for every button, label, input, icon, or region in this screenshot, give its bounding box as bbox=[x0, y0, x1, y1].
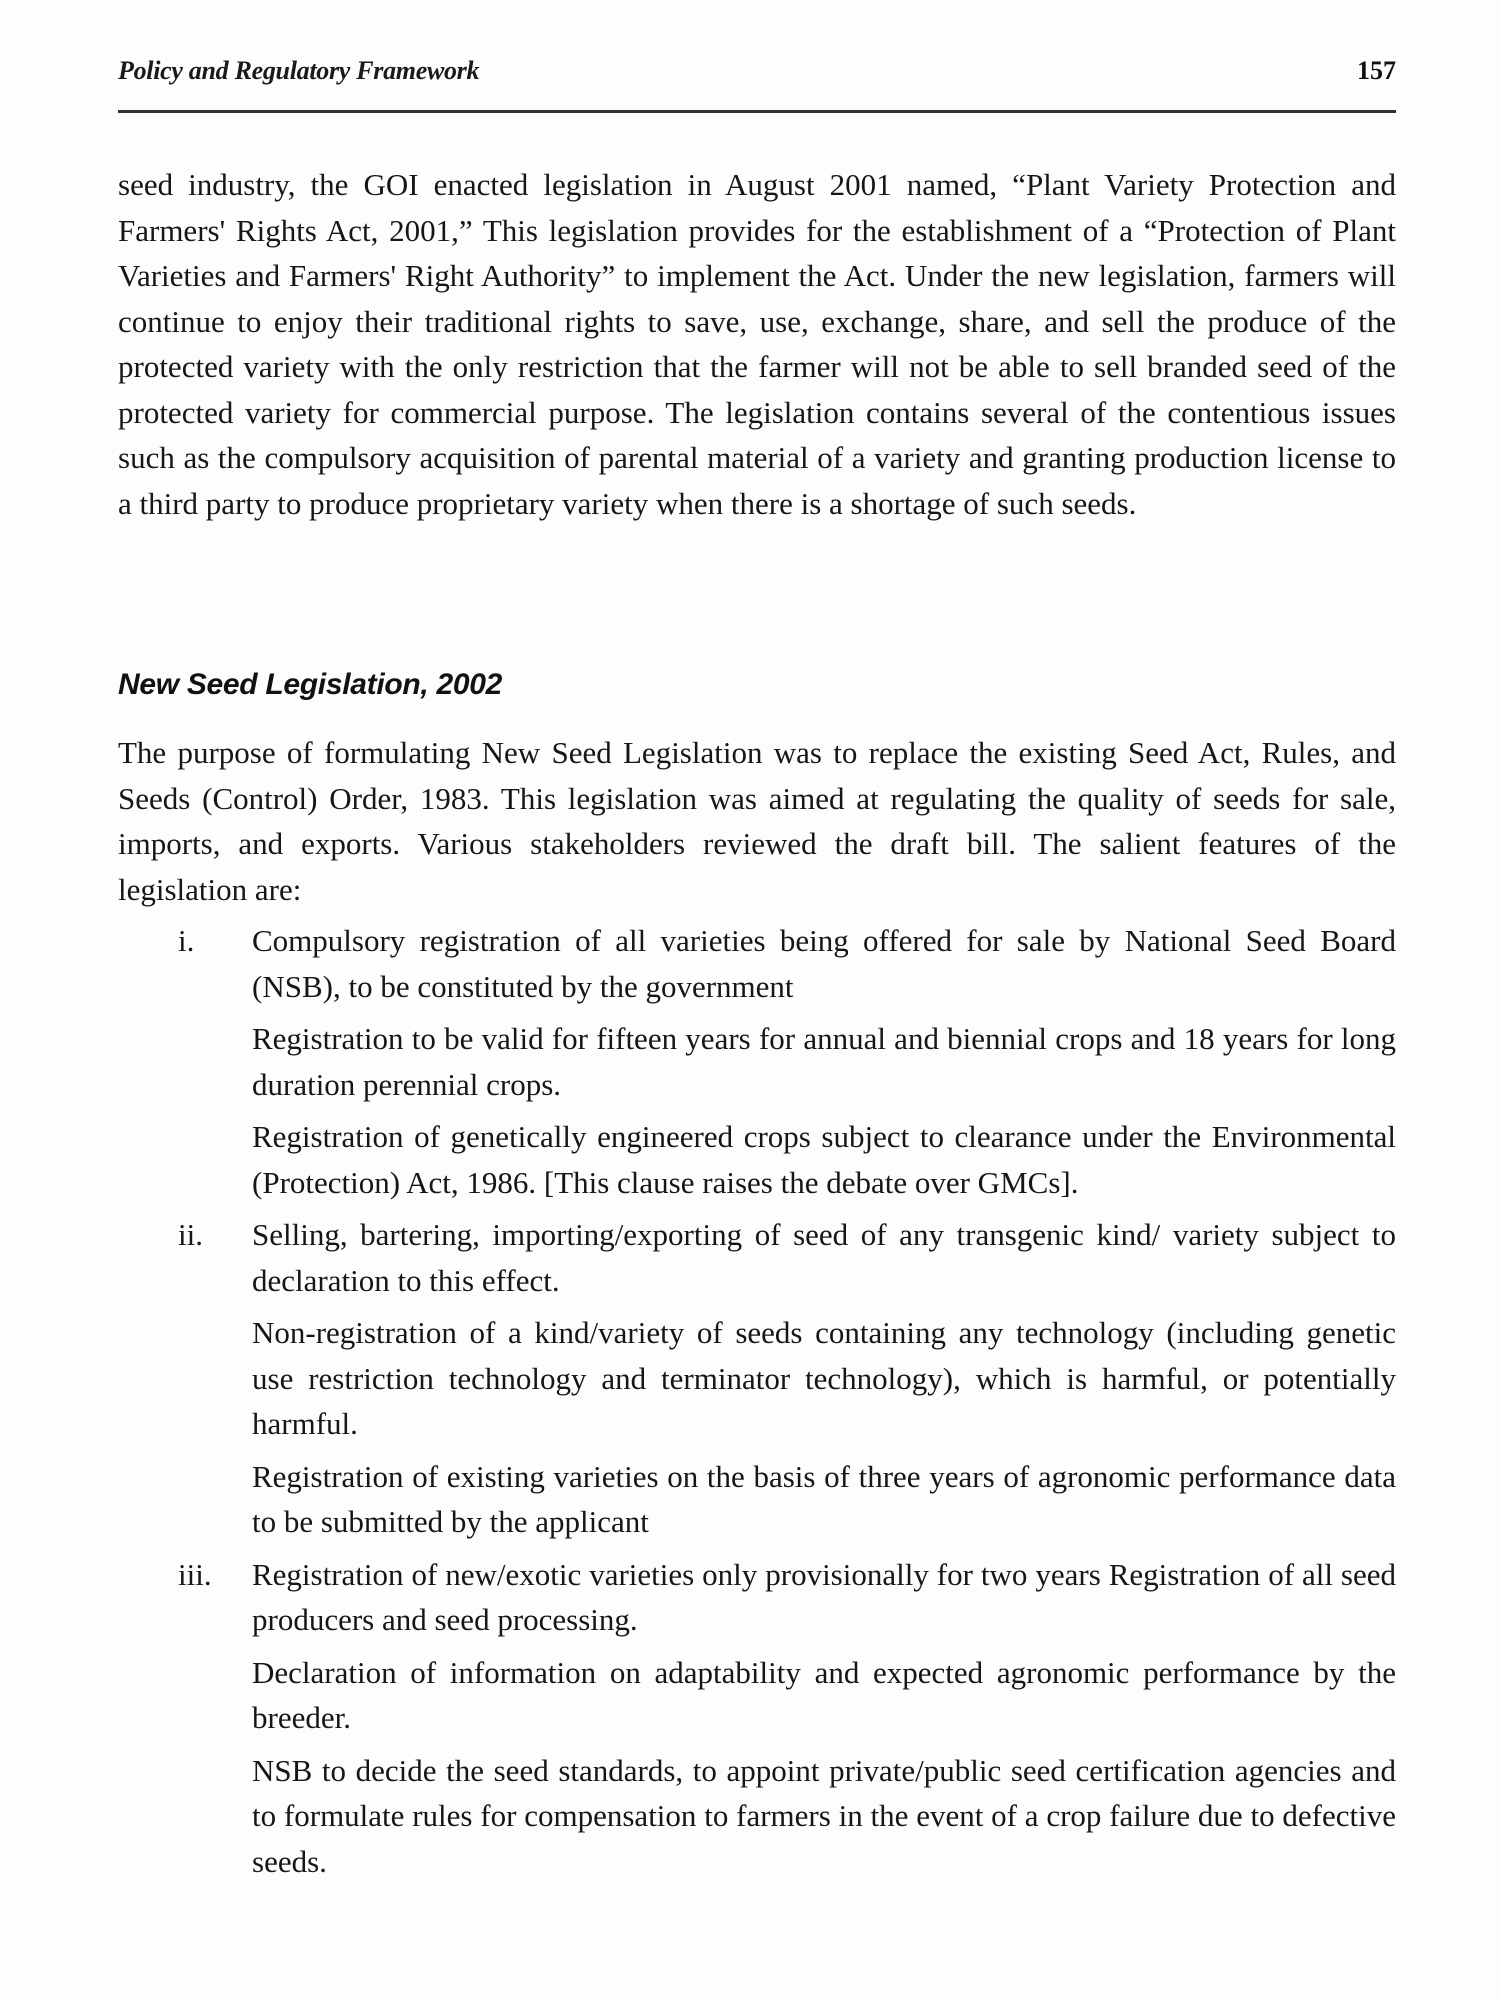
list-item-paragraph: Registration of genetically engineered crops subject to clearance under the Environmental (Protection) Act, 1986. [This clause raises the debate over GMCs]. bbox=[252, 1119, 1396, 1200]
list-item bbox=[118, 1212, 1396, 1545]
header-rule bbox=[118, 110, 1396, 113]
list-item-paragraph: NSB to decide the seed standards, to appoint private/public seed certification agencies and to formulate rules for compensation to farmers in the event of a crop failure due to defective seeds. bbox=[252, 1752, 1396, 1879]
section-paragraph-text: The purpose of formulating New Seed Legislation was to replace the existing Seed Act, Rules, and Seeds (Control) Order, 1983. This legislation was aimed at regulating the quality of seeds for sale, imports, and exports. Various stakeholders reviewed the draft bill. The salient features of the legislation are: bbox=[118, 735, 1396, 907]
section-heading: New Seed Legislation, 2002 bbox=[118, 668, 503, 701]
page-number: 157 bbox=[1357, 56, 1396, 85]
list-item bbox=[118, 918, 1396, 1205]
list-item-paragraph: Registration of new/exotic varieties only provisionally for two years Registration of all seed producers and seed processing. bbox=[252, 1556, 1396, 1637]
list-item-paragraph: Non-registration of a kind/variety of seeds containing any technology (including genetic use restriction technology and terminator technology), which is harmful, or potentially harmful. bbox=[252, 1315, 1396, 1441]
list-item bbox=[118, 1552, 1396, 1885]
running-title: Policy and Regulatory Framework bbox=[118, 56, 480, 85]
list-item-paragraph: Registration of existing varieties on the basis of three years of agronomic performance data to be submitted by the applicant bbox=[252, 1458, 1396, 1539]
list-item-paragraph: Registration to be valid for fifteen years for annual and biennial crops and 18 years for long duration perennial crops. bbox=[252, 1021, 1396, 1102]
list-marker: ii. bbox=[178, 1217, 203, 1252]
list-item-paragraph: Selling, bartering, importing/exporting of seed of any transgenic kind/ variety subject to declaration to this effect. bbox=[252, 1217, 1396, 1298]
section-paragraph bbox=[118, 730, 1396, 912]
running-header bbox=[118, 56, 1396, 96]
list-marker: iii. bbox=[178, 1556, 212, 1592]
list-item-paragraph: Declaration of information on adaptability and expected agronomic performance by the breeder. bbox=[252, 1654, 1396, 1735]
intro-paragraph-text: seed industry, the GOI enacted legislation in August 2001 named, “Plant Variety Protection and Farmers' Rights Act, 2001,” This legislation provides for the establishment of a “Protection of Plant Varieties and Farmers' Right Authority” to implement the Act. Under the new legislation, farmers will continue to enjoy their traditional rights to save, use, exchange, share, and sell the produce of the protected variety with the only restriction that the farmer will not be able to sell branded seed of the protected variety for commercial purpose. The legislation contains several of the contentious issues such as the compulsory acquisition of parental material of a variety and granting production license to a third party to produce proprietary variety when there is a shortage of such seeds. bbox=[118, 167, 1396, 521]
features-list bbox=[118, 918, 1396, 1891]
list-item-paragraph: Compulsory registration of all varieties being offered for sale by National Seed Board (NSB), to be constituted by the government bbox=[252, 923, 1396, 1004]
list-marker: i. bbox=[178, 923, 195, 958]
intro-paragraph bbox=[118, 162, 1396, 526]
